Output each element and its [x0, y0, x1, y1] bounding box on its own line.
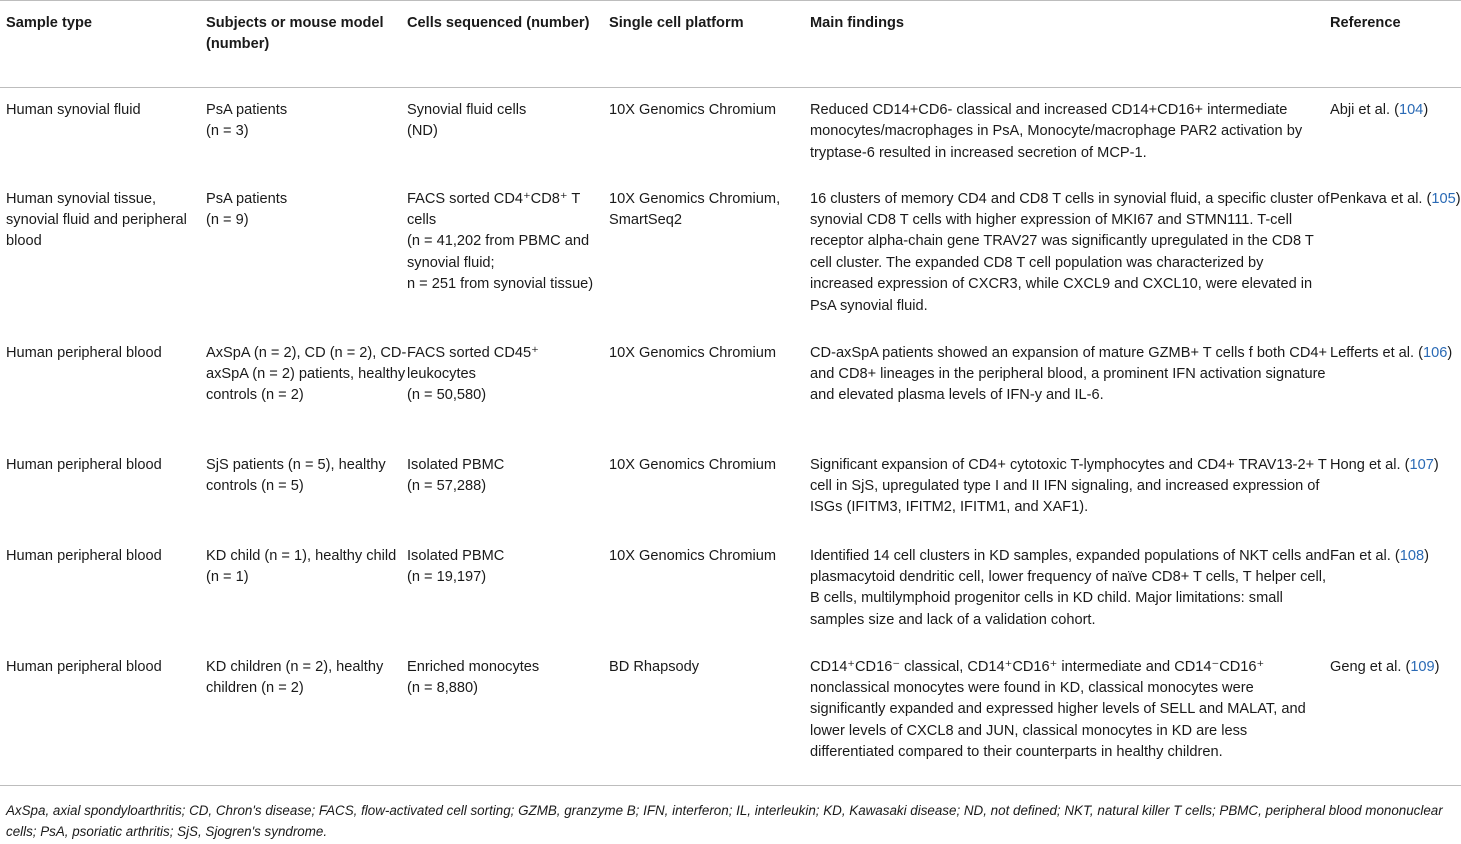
- table-row: [0, 444, 1461, 535]
- cell-cells-sequenced: FACS sorted CD4⁺CD8⁺ T cells (n = 41,202 from PBMC and synovial fluid; n = 251 from synovial tissue): [407, 190, 594, 293]
- cell-sample-type: Human peripheral blood: [6, 344, 162, 361]
- reference-link[interactable]: 109: [1410, 658, 1435, 675]
- cell-platform: 10X Genomics Chromium: [609, 344, 777, 361]
- cell-subjects: PsA patients (n = 3): [206, 102, 288, 140]
- table-row: [0, 88, 1461, 178]
- cell-sample-type: Human peripheral blood: [6, 547, 162, 564]
- cell-reference: Abji et al. (104): [1330, 102, 1429, 118]
- cell-platform: 10X Genomics Chromium, SmartSeq2: [609, 190, 781, 228]
- cell-platform: 10X Genomics Chromium: [609, 102, 777, 118]
- cell-reference: Hong et al. (107): [1330, 456, 1439, 473]
- cell-subjects: KD child (n = 1), healthy child (n = 1): [206, 547, 397, 585]
- cell-platform: 10X Genomics Chromium: [609, 547, 777, 564]
- header-sample-type: Sample type: [6, 15, 92, 31]
- header-main-findings: Main findings: [810, 15, 905, 31]
- reference-link[interactable]: 108: [1399, 547, 1425, 564]
- table-header: [0, 1, 1461, 88]
- header-reference: Reference: [1330, 15, 1401, 31]
- reference-link[interactable]: 107: [1409, 456, 1434, 473]
- cell-subjects: SjS patients (n = 5), healthy controls (n = 5): [206, 456, 386, 494]
- header-cells-sequenced: Cells sequenced (number): [407, 15, 590, 31]
- table-row: [0, 646, 1461, 786]
- cell-sample-type: Human synovial tissue, synovial fluid and peripheral blood: [6, 190, 187, 250]
- table-row: [0, 332, 1461, 444]
- cell-main-findings: Reduced CD14+CD6- classical and increased CD14+CD16+ intermediate monocytes/macrophages in PsA, Monocyte/macrophage PAR2 activation by tryptase-6 resulted in increased secretion of MCP-1.: [810, 102, 1303, 161]
- cell-subjects: KD children (n = 2), healthy children (n = 2): [206, 658, 384, 696]
- cell-sample-type: Human peripheral blood: [6, 456, 162, 473]
- cell-reference: Penkava et al. (105): [1330, 190, 1461, 207]
- cell-subjects: PsA patients (n = 9): [206, 190, 288, 228]
- cell-cells-sequenced: FACS sorted CD45⁺ leukocytes (n = 50,580): [407, 344, 539, 404]
- cell-cells-sequenced: Isolated PBMC (n = 19,197): [407, 547, 505, 585]
- cell-reference: Fan et al. (108): [1330, 547, 1429, 564]
- cell-sample-type: Human peripheral blood: [6, 658, 162, 675]
- cell-reference: Geng et al. (109): [1330, 658, 1440, 675]
- cell-cells-sequenced: Synovial fluid cells (ND): [407, 102, 527, 140]
- reference-link[interactable]: 104: [1398, 102, 1424, 118]
- reference-link[interactable]: 106: [1423, 344, 1448, 361]
- cell-main-findings: 16 clusters of memory CD4 and CD8 T cells in synovial fluid, a specific cluster of synovial CD8 T cells with higher expression of MKI67 and STMN111. T-cell receptor alpha-chain gene TRAV27 was significantly upregulated in the CD8 T cell cluster. The expanded CD8 T cell population was characterized by increased expression of CXCR3, while CXCL9 and CXCL10, were elevated in PsA synovial fluid.: [810, 190, 1330, 314]
- cell-subjects: AxSpA (n = 2), CD (n = 2), CD-axSpA (n = 2) patients, healthy controls (n = 2): [206, 344, 407, 404]
- cell-sample-type: Human synovial fluid: [6, 102, 141, 118]
- header-platform: Single cell platform: [609, 15, 744, 31]
- table-row: [0, 178, 1461, 332]
- header-subjects: Subjects or mouse model (number): [206, 15, 384, 53]
- cell-reference: Lefferts et al. (106): [1330, 344, 1453, 361]
- cell-platform: BD Rhapsody: [609, 658, 700, 675]
- cell-cells-sequenced: Enriched monocytes (n = 8,880): [407, 658, 540, 696]
- table-footnote: AxSpa, axial spondyloarthritis; CD, Chron's disease; FACS, flow-activated cell sorting; GZMB, granzyme B; IFN, interferon; IL, interleukin; KD, Kawasaki disease; ND, not defined; NKT, natural killer T cells; PBMC, peripheral blood mononuclear cells; PsA, psoriatic arthritis; SjS, Sjogren's syndrome.: [6, 803, 1443, 839]
- cell-main-findings: Identified 14 cell clusters in KD samples, expanded populations of NKT cells and plasmacytoid dendritic cell, lower frequency of naïve CD8+ T cells, T helper cell, B cells, multilymphoid progenitor cells in KD child. Major limitations: small samples size and lack of a validation cohort.: [810, 547, 1330, 628]
- cell-main-findings: CD14⁺CD16⁻ classical, CD14⁺CD16⁺ intermediate and CD14⁻CD16⁺ nonclassical monocytes were found in KD, classical monocytes were significantly expanded and expressed higher levels of SELL and MALAT, and lower levels of CXCL8 and JUN, classical monocytes in KD are less differentiated compared to their counterparts in healthy children.: [810, 658, 1306, 761]
- cell-main-findings: Significant expansion of CD4+ cytotoxic T-lymphocytes and CD4+ TRAV13-2+ T cell in SjS, upregulated type I and II IFN signaling, and increased expression of ISGs (IFITM3, IFITM2, IFITM1, and XAF1).: [810, 456, 1327, 516]
- reference-link[interactable]: 105: [1431, 190, 1456, 207]
- table-row: [0, 535, 1461, 646]
- cell-platform: 10X Genomics Chromium: [609, 456, 777, 473]
- cell-main-findings: CD-axSpA patients showed an expansion of mature GZMB+ T cells f both CD4+ and CD8+ lineages in the peripheral blood, a prominent IFN activation signature and elevated plasma levels of IFN-y and IL-6.: [810, 344, 1327, 404]
- cell-cells-sequenced: Isolated PBMC (n = 57,288): [407, 456, 505, 494]
